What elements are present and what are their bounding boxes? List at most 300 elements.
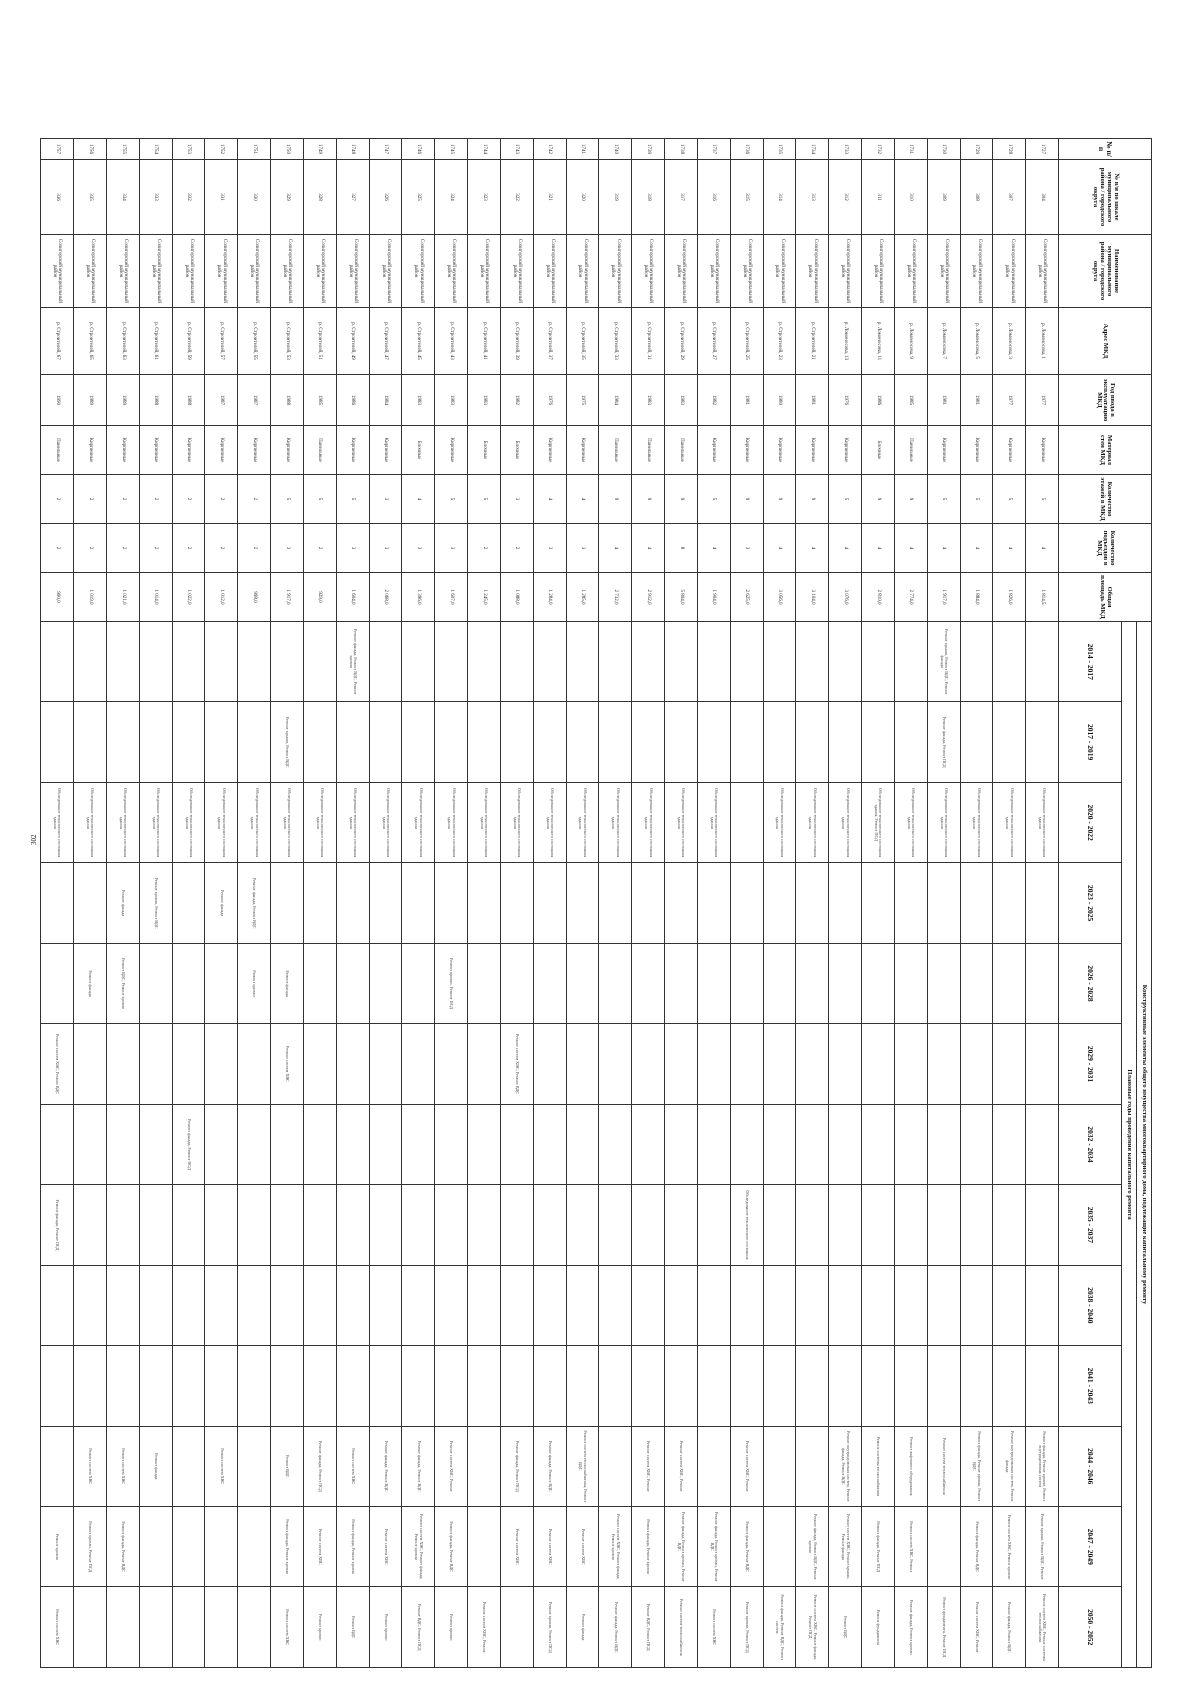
house-index-cell: 312 [829, 160, 862, 235]
period-cell [632, 1104, 665, 1184]
period-cell [500, 1104, 533, 1184]
period-cell [468, 1104, 501, 1184]
period-cell [665, 1265, 698, 1345]
period-cell [927, 1024, 960, 1104]
period-cell: Ремонт систем ХВС, Ремонт [665, 1426, 698, 1506]
entrances-cell: 2 [500, 524, 533, 573]
period-cell: Ремонт систем ХВС [336, 1426, 369, 1506]
wall-material-cell: Кирпичные [829, 426, 862, 475]
municipality-cell: Солигорский муниципальный район [271, 235, 304, 308]
row-number-cell: 1731 [894, 139, 927, 160]
period-cell [139, 1346, 172, 1426]
period-cell: Ремонт ВДС [271, 1426, 304, 1506]
period-cell: Обследование технического состояния здания [566, 782, 599, 862]
floors-cell: 5 [336, 475, 369, 524]
floors-cell: 9 [632, 475, 665, 524]
entrances-cell: 3 [730, 524, 763, 573]
period-cell [303, 1265, 336, 1345]
period-cell [369, 1185, 402, 1265]
period-cell [599, 863, 632, 943]
period-cell [139, 1506, 172, 1586]
col-house-no: № в/и по шкале муниципального района / городского округа [1059, 160, 1152, 235]
year-built-cell: 1982 [697, 375, 730, 426]
table-row [435, 139, 468, 1668]
wall-material-cell: Панельные [41, 426, 74, 475]
period-cell: Ремонт ВДС, Ремонт кровли [106, 943, 139, 1023]
table-row [271, 139, 304, 1668]
year-built-cell: 1990 [41, 375, 74, 426]
table-row [993, 139, 1026, 1668]
total-area-cell: 3 056,0 [763, 573, 796, 622]
period-cell: Ремонт систем ХВС, Ремонт фасада, Ремонт кровли [599, 1506, 632, 1586]
period-cell [697, 1265, 730, 1345]
wall-material-cell: Блочные [862, 426, 895, 475]
period-cell: Ремонт фасада [271, 943, 304, 1023]
period-cell [139, 1265, 172, 1345]
period-cell [763, 622, 796, 702]
period-cell: Ремонт кровли, Ремонт ПСД [730, 1587, 763, 1668]
period-cell: Ремонт систем теплоснабжения [927, 1426, 960, 1506]
page-number: 302 [30, 834, 38, 845]
row-number-cell: 1740 [599, 139, 632, 160]
municipality-cell: Солигорский муниципальный район [697, 235, 730, 308]
period-cell [730, 782, 763, 862]
period-header: 2014 - 2017 [1059, 622, 1122, 702]
address-cell: р. Ломоносова, 11 [862, 308, 895, 375]
period-cell [435, 1265, 468, 1345]
address-cell: р. Ломоносова, 1 [1026, 308, 1059, 375]
period-cell: Ремонт фасада [74, 943, 107, 1023]
year-built-cell: 1989 [106, 375, 139, 426]
period-cell [1026, 943, 1059, 1023]
wall-material-cell: Кирпичные [271, 426, 304, 475]
period-header: 2017 - 2019 [1059, 702, 1122, 782]
period-cell: Ремонт фасада, Ремонт ВДС [599, 1587, 632, 1668]
entrances-cell: 2 [238, 524, 271, 573]
period-cell [993, 1024, 1026, 1104]
period-cell [435, 1104, 468, 1184]
period-cell [697, 1104, 730, 1184]
period-cell: Ремонт фасада, Ремонт кровли, Ремонт внутридомовых систем [1026, 1426, 1059, 1506]
period-cell: Ремонт фасада, Ремонт кровли [271, 1506, 304, 1586]
period-cell [500, 1346, 533, 1426]
period-cell [468, 863, 501, 943]
wall-material-cell: Кирпичные [993, 426, 1026, 475]
municipality-cell: Солигорский муниципальный район [106, 235, 139, 308]
wall-material-cell: Кирпичные [238, 426, 271, 475]
period-cell: Обследование технического состояния здания [632, 782, 665, 862]
municipality-cell: Солигорский муниципальный район [74, 235, 107, 308]
period-cell [927, 863, 960, 943]
period-cell [1026, 1185, 1059, 1265]
table-row [369, 139, 402, 1668]
period-cell [862, 1346, 895, 1426]
address-cell: р. Ломоносова, 7 [927, 308, 960, 375]
address-cell: р. Ломоносова, 13 [829, 308, 862, 375]
period-cell: Ремонт кровли [41, 1506, 74, 1586]
period-cell [862, 1024, 895, 1104]
period-cell: Обследование технического состояния здания [927, 782, 960, 862]
period-cell [402, 622, 435, 702]
period-cell [960, 863, 993, 943]
period-cell [599, 622, 632, 702]
year-built-cell: 1981 [796, 375, 829, 426]
row-number-cell: 1747 [369, 139, 402, 160]
period-cell [468, 1265, 501, 1345]
wall-material-cell: Кирпичные [336, 426, 369, 475]
period-cell [796, 1024, 829, 1104]
period-cell [106, 1587, 139, 1668]
period-cell: Ремонт систем ХВС, Ремонт фасада, Ремонт кровли [402, 1506, 435, 1586]
period-cell: Ремонт фасада, Ремонт ПСД [862, 1506, 895, 1586]
period-cell: Ремонт ВДС [829, 1587, 862, 1668]
period-cell [468, 1426, 501, 1506]
total-area-cell: 1 396,0 [402, 573, 435, 622]
period-header: 2047 - 2049 [1059, 1506, 1122, 1586]
period-cell [205, 1587, 238, 1668]
house-index-cell: 333 [139, 160, 172, 235]
total-area-cell: 1 904,0 [697, 573, 730, 622]
period-cell: Ремонт фундамента [862, 1587, 895, 1668]
table-row [697, 139, 730, 1668]
municipality-cell: Солигорский муниципальный район [139, 235, 172, 308]
period-cell: Ремонт систем ХВС [106, 1426, 139, 1506]
period-cell [172, 1265, 205, 1345]
period-cell [238, 622, 271, 702]
period-cell [533, 1185, 566, 1265]
period-cell [796, 1265, 829, 1345]
period-cell [1026, 702, 1059, 782]
period-cell: Ремонт ВДС, Ремонт ПСД [632, 1587, 665, 1668]
period-cell [599, 1104, 632, 1184]
period-cell: Обследование технического состояния здания [468, 782, 501, 862]
period-cell [763, 1185, 796, 1265]
period-cell [74, 1185, 107, 1265]
period-cell [599, 943, 632, 1023]
municipality-cell: Солигорский муниципальный район [1026, 235, 1059, 308]
period-header: 2035 - 2037 [1059, 1185, 1122, 1265]
floors-cell: 2 [238, 475, 271, 524]
period-cell: Ремонт фасада, Ремонт ПСД [172, 1104, 205, 1184]
total-area-cell: 1 814,5 [1026, 573, 1059, 622]
period-cell: Ремонт фундамента, Ремонт ПСД [927, 1587, 960, 1668]
period-cell: Ремонт фасада, Ремонт ВДС [402, 1426, 435, 1506]
period-cell [796, 1104, 829, 1184]
table-row [205, 139, 238, 1668]
period-cell [533, 863, 566, 943]
period-cell [862, 622, 895, 702]
period-cell [74, 1587, 107, 1668]
period-cell [730, 1104, 763, 1184]
period-cell: Обследование технического состояния здания [139, 782, 172, 862]
total-area-cell: 2 912,0 [632, 573, 665, 622]
address-cell: р. Строителей, 65 [74, 308, 107, 375]
period-cell [106, 1104, 139, 1184]
period-cell [303, 1346, 336, 1426]
house-index-cell: 321 [533, 160, 566, 235]
period-cell [894, 702, 927, 782]
total-area-cell: 1 826,0 [993, 573, 1026, 622]
entrances-cell: 4 [599, 524, 632, 573]
row-number-cell: 1756 [74, 139, 107, 160]
period-cell [533, 1024, 566, 1104]
period-cell [763, 863, 796, 943]
year-built-cell: 1988 [172, 375, 205, 426]
period-header: 2029 - 2031 [1059, 1024, 1122, 1104]
period-cell: Ремонт систем ХВС [271, 1587, 304, 1668]
period-cell [271, 863, 304, 943]
period-cell [665, 622, 698, 702]
period-cell [139, 1024, 172, 1104]
address-cell: р. Строителей, 41 [468, 308, 501, 375]
house-index-cell: 308 [960, 160, 993, 235]
period-cell [829, 863, 862, 943]
period-cell [829, 1346, 862, 1426]
municipality-cell: Солигорский муниципальный район [303, 235, 336, 308]
period-cell: Ремонт систем ХВС [566, 1506, 599, 1586]
municipality-cell: Солигорский муниципальный район [665, 235, 698, 308]
period-header: 2044 - 2046 [1059, 1426, 1122, 1506]
row-number-cell: 1751 [238, 139, 271, 160]
address-cell: р. Строителей, 35 [566, 308, 599, 375]
col-material: Материал стен МКД [1059, 426, 1152, 475]
period-cell: Ремонт фасада, Ремонт кровли, Ремонт ВДС [665, 1506, 698, 1586]
address-cell: р. Ломоносова, 9 [894, 308, 927, 375]
period-cell: Ремонт систем ХВС [369, 1506, 402, 1586]
period-cell: Ремонт внутридомовых систем, Ремонт фасада [993, 1426, 1026, 1506]
period-cell: Ремонт фасада, Ремонт ВДС [960, 1506, 993, 1586]
period-cell: Обследование технического состояния [730, 1185, 763, 1265]
period-cell [139, 943, 172, 1023]
table-subbanner: Плановые годы проведения капитального ремонта [1122, 622, 1137, 1668]
period-cell [763, 1346, 796, 1426]
period-cell [632, 622, 665, 702]
house-index-cell: 322 [500, 160, 533, 235]
period-cell: Ремонт фасада, Ремонт ВДС [730, 1506, 763, 1586]
address-cell: р. Строителей, 37 [533, 308, 566, 375]
entrances-cell: 3 [271, 524, 304, 573]
period-cell [862, 943, 895, 1023]
period-cell: Ремонт фасада, Ремонт ВДС [993, 1587, 1026, 1668]
period-cell [172, 1506, 205, 1586]
municipality-cell: Солигорский муниципальный район [172, 235, 205, 308]
period-cell: Ремонт систем ХВС, Ремонт системы теплоснабжения [1026, 1587, 1059, 1668]
address-cell: р. Ломоносова, 5 [960, 308, 993, 375]
period-cell: Ремонт кровли [238, 943, 271, 1023]
period-cell [665, 1346, 698, 1426]
period-cell [763, 1506, 796, 1586]
period-cell [697, 863, 730, 943]
period-cell [205, 1506, 238, 1586]
floors-cell: 5 [468, 475, 501, 524]
address-cell: р. Строителей, 27 [697, 308, 730, 375]
period-cell: Ремонт кровли [303, 1587, 336, 1668]
floors-cell: 3 [369, 475, 402, 524]
period-cell [271, 1104, 304, 1184]
period-cell [763, 1024, 796, 1104]
period-cell [993, 1265, 1026, 1345]
wall-material-cell: Кирпичные [139, 426, 172, 475]
period-cell [730, 943, 763, 1023]
period-cell [172, 1426, 205, 1506]
period-cell [566, 702, 599, 782]
period-cell: Ремонт ВДС [336, 1587, 369, 1668]
wall-material-cell: Кирпичные [533, 426, 566, 475]
period-cell [139, 1185, 172, 1265]
rotated-table-sheet [40, 138, 1152, 1668]
table-row [41, 139, 74, 1668]
floors-cell: 2 [41, 475, 74, 524]
total-area-cell: 929,0 [303, 573, 336, 622]
period-cell: Ремонт лифтового оборудования [894, 1426, 927, 1506]
period-cell: Ремонт систем ХВС, Ремонт [730, 1426, 763, 1506]
period-cell [238, 1104, 271, 1184]
row-number-cell: 1748 [336, 139, 369, 160]
period-cell [41, 863, 74, 943]
period-cell: Ремонт систем ХВС, Ремонт ВДС [500, 1024, 533, 1104]
period-cell [205, 622, 238, 702]
row-number-cell: 1741 [566, 139, 599, 160]
period-cell: Обследование технического состояния здания [205, 782, 238, 862]
house-index-cell: 313 [796, 160, 829, 235]
period-header: 2041 - 2043 [1059, 1346, 1122, 1426]
period-cell [336, 863, 369, 943]
entrances-cell: 3 [566, 524, 599, 573]
municipality-cell: Солигорский муниципальный район [993, 235, 1026, 308]
total-area-cell: 1 285,0 [566, 573, 599, 622]
address-cell: р. Строителей, 67 [41, 308, 74, 375]
municipality-cell: Солигорский муниципальный район [41, 235, 74, 308]
period-cell [566, 1104, 599, 1184]
period-cell [468, 622, 501, 702]
total-area-cell: 1 284,0 [533, 573, 566, 622]
period-cell [566, 1265, 599, 1345]
row-number-cell: 1745 [435, 139, 468, 160]
period-cell [238, 1265, 271, 1345]
entrances-cell: 2 [41, 524, 74, 573]
period-cell [697, 1024, 730, 1104]
address-cell: р. Строителей, 29 [665, 308, 698, 375]
total-area-cell: 990,0 [41, 573, 74, 622]
period-cell [41, 622, 74, 702]
floors-cell: 4 [566, 475, 599, 524]
address-cell: р. Ломоносова, 3 [993, 308, 1026, 375]
entrances-cell: 4 [960, 524, 993, 573]
period-cell [566, 943, 599, 1023]
period-cell: Ремонт фасада, Ремонт ВДС, Ремонт кровли [796, 1506, 829, 1586]
period-cell [894, 1185, 927, 1265]
house-index-cell: 320 [566, 160, 599, 235]
period-cell: Ремонт фасада, Ремонт ВДС [106, 1506, 139, 1586]
municipality-cell: Солигорский муниципальный район [894, 235, 927, 308]
period-cell [960, 1104, 993, 1184]
entrances-cell: 2 [303, 524, 336, 573]
wall-material-cell: Кирпичные [106, 426, 139, 475]
table-row [927, 139, 960, 1668]
year-built-cell: 1988 [271, 375, 304, 426]
wall-material-cell: Панельные [303, 426, 336, 475]
period-cell: Ремонт систем ХВС, Ремонт [468, 1587, 501, 1668]
floors-cell: 9 [894, 475, 927, 524]
period-cell [41, 1104, 74, 1184]
period-cell: Ремонт ВДС, Ремонт ПСД [402, 1587, 435, 1668]
period-cell [435, 1346, 468, 1426]
year-built-cell: 1987 [238, 375, 271, 426]
floors-cell: 5 [697, 475, 730, 524]
period-cell [402, 1185, 435, 1265]
period-cell [172, 702, 205, 782]
period-cell [730, 702, 763, 782]
house-index-cell: 335 [74, 160, 107, 235]
floors-cell: 5 [1026, 475, 1059, 524]
period-cell: Ремонт фасада, Ремонт кровли [336, 1506, 369, 1586]
period-cell [74, 702, 107, 782]
period-cell [862, 1104, 895, 1184]
wall-material-cell: Панельные [632, 426, 665, 475]
wall-material-cell: Блочные [468, 426, 501, 475]
period-cell [402, 1346, 435, 1426]
floors-cell: 9 [665, 475, 698, 524]
floors-cell: 4 [402, 475, 435, 524]
period-cell [862, 1185, 895, 1265]
period-cell [500, 1185, 533, 1265]
total-area-cell: 1 022,0 [172, 573, 205, 622]
year-built-cell: 1976 [533, 375, 566, 426]
address-cell: р. Строителей, 21 [796, 308, 829, 375]
period-cell [665, 702, 698, 782]
period-cell [238, 1185, 271, 1265]
period-cell [271, 622, 304, 702]
period-cell: Ремонт фасада, Ремонт кровли [632, 1506, 665, 1586]
total-area-cell: 2 732,0 [599, 573, 632, 622]
period-cell [763, 1426, 796, 1506]
year-built-cell: 1984 [369, 375, 402, 426]
period-cell [796, 863, 829, 943]
period-cell [697, 702, 730, 782]
total-area-cell: 1 245,0 [468, 573, 501, 622]
period-cell: Обследование технического состояния здания [74, 782, 107, 862]
entrances-cell: 4 [927, 524, 960, 573]
period-cell [303, 863, 336, 943]
period-cell [238, 1346, 271, 1426]
period-cell [665, 863, 698, 943]
period-cell [697, 1346, 730, 1426]
period-cell [566, 1024, 599, 1104]
row-number-cell: 1738 [665, 139, 698, 160]
period-cell [927, 1346, 960, 1426]
period-cell [533, 1104, 566, 1184]
period-header: 2020 - 2022 [1059, 782, 1122, 862]
period-cell: Ремонт систем ХВС [533, 1506, 566, 1586]
period-cell [993, 1346, 1026, 1426]
period-cell: Обследование технического состояния здания [303, 782, 336, 862]
period-cell [993, 622, 1026, 702]
period-cell: Обследование технического состояния здания [435, 782, 468, 862]
house-index-cell: 315 [730, 160, 763, 235]
period-cell [402, 1024, 435, 1104]
period-cell [369, 1024, 402, 1104]
period-cell [238, 1426, 271, 1506]
period-cell [468, 1024, 501, 1104]
table-row [402, 139, 435, 1668]
address-cell: р. Строителей, 57 [205, 308, 238, 375]
total-area-cell: 2 810,0 [862, 573, 895, 622]
total-area-cell: 2 625,0 [730, 573, 763, 622]
floors-cell: 5 [271, 475, 304, 524]
period-cell [303, 1024, 336, 1104]
period-cell [205, 1024, 238, 1104]
wall-material-cell: Кирпичные [763, 426, 796, 475]
